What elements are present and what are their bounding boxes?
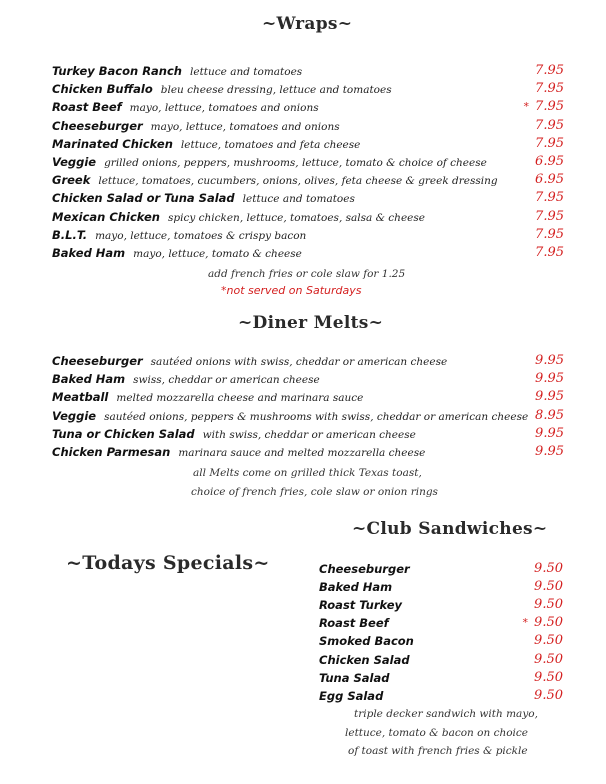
wrap-item xyxy=(52,117,564,135)
item-price xyxy=(535,407,564,425)
price-value: 9.95 xyxy=(535,353,564,368)
asterisk-mark: * xyxy=(523,100,530,114)
item-name: Greek xyxy=(52,173,91,188)
item-description: sautéed onions with swiss, cheddar or american cheese xyxy=(150,356,448,368)
price-value: 9.50 xyxy=(534,687,563,703)
item-name: Baked Ham xyxy=(319,580,393,595)
wrap-item xyxy=(52,62,564,80)
item-description: lettuce, tomatoes, cucumbers, onions, olives, feta cheese & greek dressing xyxy=(98,175,498,188)
price-value: 7.95 xyxy=(535,99,564,115)
item-price xyxy=(534,669,563,687)
item-price xyxy=(535,80,564,98)
item-name: Smoked Bacon xyxy=(319,634,414,649)
asterisk-mark: * xyxy=(522,616,529,630)
melts-note-line2: choice of french fries, cole slaw or onion rings xyxy=(191,486,438,498)
item-description: mayo, lettuce, tomatoes & crispy bacon xyxy=(95,229,307,242)
item-description: marinara sauce and melted mozzarella cheese xyxy=(178,447,426,459)
item-description: swiss, cheddar or american cheese xyxy=(133,374,320,387)
club-note-line3: of toast with french fries & pickle xyxy=(348,745,528,757)
price-value: 7.95 xyxy=(535,208,564,224)
price-value: 9.95 xyxy=(535,444,564,459)
wrap-item xyxy=(52,171,564,189)
item-description: lettuce and tomatoes xyxy=(242,193,355,206)
item-price xyxy=(535,352,564,370)
item-price xyxy=(535,117,564,135)
club-item xyxy=(319,596,563,614)
item-description: bleu cheese dressing, lettuce and tomatoes xyxy=(160,84,392,97)
item-price xyxy=(534,651,563,669)
item-price xyxy=(535,171,564,189)
price-value: 9.95 xyxy=(535,371,564,387)
price-value: 9.50 xyxy=(534,597,563,613)
item-description: lettuce, tomatoes and feta cheese xyxy=(180,138,361,151)
item-name: Chicken Buffalo xyxy=(52,82,153,97)
melt-item xyxy=(52,352,564,370)
price-value: 7.95 xyxy=(535,135,564,151)
saturday-note: *not served on Saturdays xyxy=(221,284,362,297)
item-price xyxy=(535,62,564,80)
item-description: mayo, lettuce, tomato & cheese xyxy=(133,248,302,260)
item-description: melted mozzarella cheese and marinara sauce xyxy=(116,392,364,405)
item-price xyxy=(535,208,564,226)
item-price xyxy=(535,388,564,406)
wrap-item xyxy=(52,244,564,262)
item-price xyxy=(535,153,564,171)
item-name: Cheeseburger xyxy=(319,562,410,576)
item-price xyxy=(534,632,563,650)
price-value: 9.95 xyxy=(535,425,564,441)
item-price xyxy=(535,226,564,244)
club-item xyxy=(319,687,563,705)
item-name: Mexican Chicken xyxy=(52,209,160,224)
item-name: Cheeseburger xyxy=(52,354,143,368)
specials-title: ~Todays Specials~ xyxy=(66,552,270,574)
item-name: Marinated Chicken xyxy=(52,136,173,151)
item-price xyxy=(524,98,564,116)
melt-item xyxy=(52,407,564,425)
club-note-line1: triple decker sandwich with mayo, xyxy=(354,708,538,720)
club-item xyxy=(319,614,563,632)
item-name: Roast Beef xyxy=(319,616,389,631)
item-price xyxy=(535,189,564,207)
item-name: Tuna or Chicken Salad xyxy=(52,426,195,441)
item-name: Cheeseburger xyxy=(52,118,143,133)
price-value: 7.95 xyxy=(535,245,564,260)
price-value: 6.95 xyxy=(535,154,564,169)
item-name: B.L.T. xyxy=(52,227,88,242)
item-name: Chicken Salad or Tuna Salad xyxy=(52,191,235,206)
price-value: 8.95 xyxy=(535,407,564,423)
item-name: Veggie xyxy=(52,408,97,423)
item-name: Chicken Salad xyxy=(319,652,410,667)
item-price xyxy=(535,135,564,153)
wrap-item xyxy=(52,189,564,207)
club-note-line2: lettuce, tomato & bacon on choice xyxy=(345,727,528,739)
melt-item xyxy=(52,425,564,443)
item-description: mayo, lettuce, tomatoes and onions xyxy=(150,120,340,133)
item-name: Roast Beef xyxy=(52,100,122,115)
item-price xyxy=(523,614,563,632)
item-name: Egg Salad xyxy=(319,688,384,703)
club-title: ~Club Sandwiches~ xyxy=(352,519,548,539)
wrap-item xyxy=(52,135,564,153)
item-name: Chicken Parmesan xyxy=(52,445,171,459)
price-value: 7.95 xyxy=(535,226,564,242)
item-price xyxy=(534,596,563,614)
item-name: Tuna Salad xyxy=(319,670,390,685)
item-price xyxy=(535,370,564,388)
item-price xyxy=(535,244,564,262)
club-item xyxy=(319,669,563,687)
club-item xyxy=(319,578,563,596)
wraps-title: ~Wraps~ xyxy=(262,14,353,34)
item-price xyxy=(534,560,563,578)
item-price xyxy=(535,443,564,461)
club-item xyxy=(319,632,563,650)
melt-item xyxy=(52,370,564,388)
wrap-item xyxy=(52,80,564,98)
price-value: 9.50 xyxy=(534,615,563,631)
item-description: grilled onions, peppers, mushrooms, lettuce, tomato & choice of cheese xyxy=(104,157,487,169)
price-value: 7.95 xyxy=(535,81,564,97)
wraps-addon-note: add french fries or cole slaw for 1.25 xyxy=(208,268,406,280)
price-value: 7.95 xyxy=(535,190,564,206)
item-price xyxy=(534,578,563,596)
item-price xyxy=(534,687,563,705)
price-value: 6.95 xyxy=(535,172,564,188)
club-item xyxy=(319,651,563,669)
melt-item xyxy=(52,388,564,406)
price-value: 9.95 xyxy=(535,389,564,405)
wrap-item xyxy=(52,208,564,226)
melts-note-line1: all Melts come on grilled thick Texas toast, xyxy=(193,467,422,479)
item-price xyxy=(535,425,564,443)
item-name: Meatball xyxy=(52,390,109,405)
wrap-item xyxy=(52,226,564,244)
price-value: 9.50 xyxy=(534,633,563,649)
item-name: Roast Turkey xyxy=(319,598,403,613)
wrap-item xyxy=(52,153,564,171)
item-name: Veggie xyxy=(52,155,97,169)
item-description: with swiss, cheddar or american cheese xyxy=(202,428,416,441)
melts-title: ~Diner Melts~ xyxy=(238,313,384,333)
club-item xyxy=(319,560,563,578)
price-value: 9.50 xyxy=(534,651,563,667)
price-value: 9.50 xyxy=(534,669,563,685)
item-name: Baked Ham xyxy=(52,246,126,260)
item-description: sautéed onions, peppers & mushrooms with swiss, cheddar or american cheese xyxy=(104,410,529,423)
price-value: 7.95 xyxy=(535,63,564,78)
wrap-item xyxy=(52,98,564,116)
item-description: spicy chicken, lettuce, tomatoes, salsa & cheese xyxy=(167,211,425,224)
item-description: lettuce and tomatoes xyxy=(190,66,303,78)
item-description: mayo, lettuce, tomatoes and onions xyxy=(129,102,319,115)
price-value: 9.50 xyxy=(534,579,563,595)
price-value: 9.50 xyxy=(534,561,563,576)
melt-item xyxy=(52,443,564,461)
item-name: Baked Ham xyxy=(52,372,126,387)
price-value: 7.95 xyxy=(535,117,564,133)
item-name: Turkey Bacon Ranch xyxy=(52,64,182,78)
